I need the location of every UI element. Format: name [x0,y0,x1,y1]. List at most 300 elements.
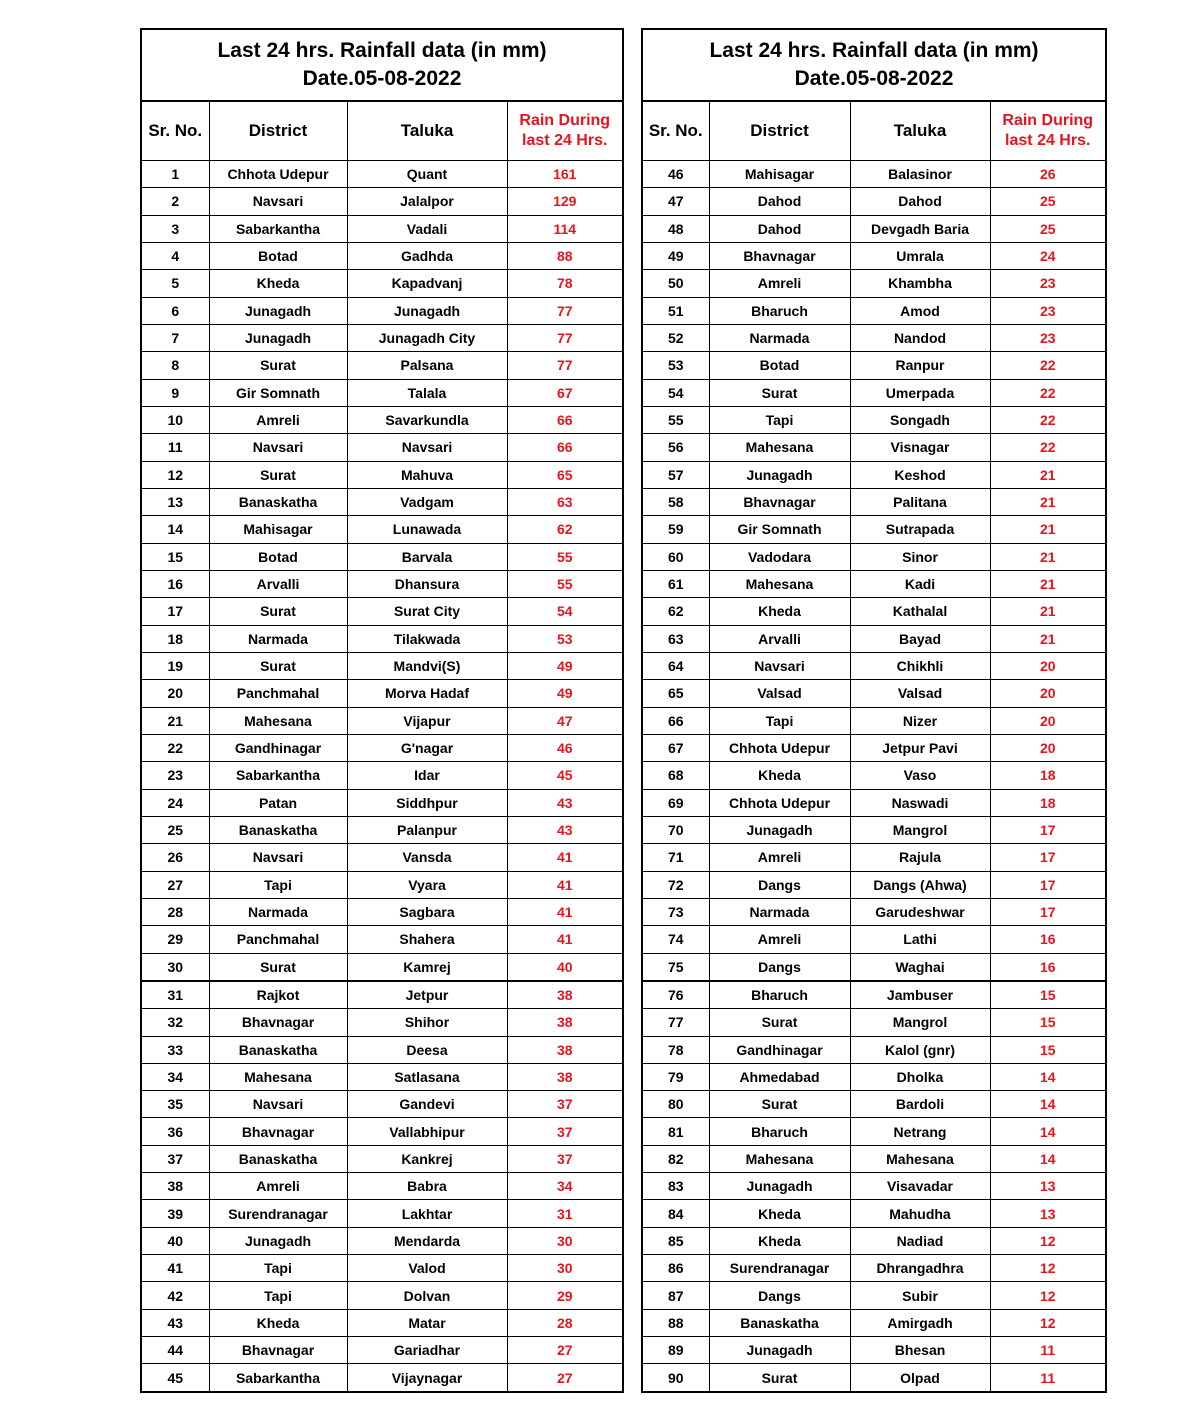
table-row [142,1309,622,1336]
cell-district: Tapi [209,871,347,898]
cell-taluka: Mahesana [850,1145,990,1172]
cell-rain: 21 [990,488,1105,515]
cell-district: Sabarkantha [209,762,347,789]
table-row [643,926,1105,953]
cell-sr-no: 74 [643,926,709,953]
cell-sr-no: 21 [142,707,209,734]
cell-rain: 29 [507,1282,622,1309]
table-row [643,1227,1105,1254]
cell-rain: 55 [507,570,622,597]
cell-taluka: Shihor [347,1009,507,1036]
cell-taluka: Rajula [850,844,990,871]
cell-rain: 66 [507,434,622,461]
cell-rain: 63 [507,488,622,515]
cell-taluka: Balasinor [850,161,990,188]
cell-sr-no: 46 [643,161,709,188]
cell-sr-no: 88 [643,1309,709,1336]
cell-sr-no: 23 [142,762,209,789]
title-line-2: Date.05-08-2022 [302,67,462,90]
table-row [643,543,1105,570]
cell-rain: 54 [507,598,622,625]
table-row [142,871,622,898]
cell-sr-no: 61 [643,570,709,597]
cell-taluka: Valsad [850,680,990,707]
header-taluka: Taluka [347,102,507,161]
cell-district: Mahesana [209,707,347,734]
rainfall-table [643,102,1105,1391]
cell-taluka: Mahudha [850,1200,990,1227]
cell-district: Dangs [709,953,850,981]
cell-sr-no: 50 [643,270,709,297]
cell-district: Bharuch [709,297,850,324]
cell-district: Narmada [709,324,850,351]
cell-district: Bharuch [709,1118,850,1145]
table-row [643,871,1105,898]
cell-sr-no: 32 [142,1009,209,1036]
cell-taluka: Dhrangadhra [850,1255,990,1282]
cell-rain: 129 [507,188,622,215]
header-district: District [209,102,347,161]
cell-rain: 13 [990,1173,1105,1200]
table-row [142,1063,622,1090]
cell-district: Junagadh [209,1227,347,1254]
table-row [643,981,1105,1009]
rainfall-table-left [140,28,624,1393]
table-row [643,161,1105,188]
cell-sr-no: 28 [142,898,209,925]
cell-rain: 41 [507,926,622,953]
cell-rain: 23 [990,270,1105,297]
cell-sr-no: 76 [643,981,709,1009]
cell-district: Arvalli [209,570,347,597]
cell-taluka: Satlasana [347,1063,507,1090]
cell-sr-no: 51 [643,297,709,324]
cell-rain: 41 [507,844,622,871]
cell-sr-no: 58 [643,488,709,515]
table-row [142,816,622,843]
cell-taluka: Shahera [347,926,507,953]
cell-sr-no: 9 [142,379,209,406]
cell-taluka: Visavadar [850,1173,990,1200]
cell-rain: 65 [507,461,622,488]
cell-taluka: Junagadh [347,297,507,324]
table-row [142,188,622,215]
cell-rain: 20 [990,652,1105,679]
cell-taluka: Kadi [850,570,990,597]
cell-district: Kheda [209,270,347,297]
cell-rain: 47 [507,707,622,734]
table-row [142,461,622,488]
cell-taluka: Naswadi [850,789,990,816]
table-row [643,762,1105,789]
cell-sr-no: 33 [142,1036,209,1063]
table-row [142,734,622,761]
cell-rain: 12 [990,1255,1105,1282]
header-rain: Rain During last 24 Hrs. [507,102,622,161]
table-row [643,1009,1105,1036]
cell-rain: 21 [990,543,1105,570]
table-row [643,1036,1105,1063]
cell-rain: 30 [507,1255,622,1282]
table-row [643,242,1105,269]
table-row [142,570,622,597]
cell-taluka: Vaso [850,762,990,789]
cell-sr-no: 16 [142,570,209,597]
cell-rain: 26 [990,161,1105,188]
cell-rain: 17 [990,871,1105,898]
cell-sr-no: 81 [643,1118,709,1145]
cell-district: Banaskatha [209,488,347,515]
cell-taluka: Sagbara [347,898,507,925]
cell-rain: 62 [507,516,622,543]
cell-sr-no: 55 [643,406,709,433]
cell-district: Gandhinagar [709,1036,850,1063]
table-row [643,434,1105,461]
cell-sr-no: 77 [643,1009,709,1036]
cell-taluka: Tilakwada [347,625,507,652]
cell-sr-no: 36 [142,1118,209,1145]
cell-district: Gir Somnath [209,379,347,406]
cell-taluka: Lakhtar [347,1200,507,1227]
cell-district: Bhavnagar [209,1118,347,1145]
table-row [643,1091,1105,1118]
cell-rain: 18 [990,789,1105,816]
table-row [142,1200,622,1227]
cell-sr-no: 4 [142,242,209,269]
cell-taluka: Valod [347,1255,507,1282]
table-row [142,844,622,871]
cell-sr-no: 19 [142,652,209,679]
cell-rain: 22 [990,434,1105,461]
cell-district: Tapi [209,1282,347,1309]
cell-sr-no: 78 [643,1036,709,1063]
table-row [643,1118,1105,1145]
cell-district: Bhavnagar [209,1009,347,1036]
cell-sr-no: 8 [142,352,209,379]
cell-taluka: Kankrej [347,1145,507,1172]
cell-district: Mahesana [709,570,850,597]
table-row [142,598,622,625]
cell-rain: 20 [990,734,1105,761]
cell-taluka: Lunawada [347,516,507,543]
table-row [643,1145,1105,1172]
cell-taluka: Lathi [850,926,990,953]
table-title [142,30,622,102]
table-row [643,1063,1105,1090]
cell-district: Kheda [209,1309,347,1336]
cell-rain: 77 [507,324,622,351]
header-district: District [709,102,850,161]
cell-rain: 21 [990,598,1105,625]
cell-taluka: Bardoli [850,1091,990,1118]
table-row [142,242,622,269]
cell-rain: 22 [990,379,1105,406]
cell-sr-no: 44 [142,1337,209,1364]
cell-rain: 20 [990,707,1105,734]
cell-rain: 17 [990,898,1105,925]
cell-rain: 77 [507,297,622,324]
cell-district: Surat [709,1009,850,1036]
cell-rain: 41 [507,898,622,925]
cell-sr-no: 45 [142,1364,209,1391]
cell-district: Surat [209,652,347,679]
table-row [142,1227,622,1254]
cell-rain: 21 [990,625,1105,652]
cell-district: Valsad [709,680,850,707]
cell-rain: 43 [507,789,622,816]
table-row [142,434,622,461]
cell-district: Bhavnagar [709,242,850,269]
cell-sr-no: 15 [142,543,209,570]
cell-district: Chhota Udepur [209,161,347,188]
table-row [142,652,622,679]
cell-rain: 21 [990,570,1105,597]
cell-taluka: Vansda [347,844,507,871]
cell-taluka: Chikhli [850,652,990,679]
cell-taluka: Garudeshwar [850,898,990,925]
table-row [142,1364,622,1391]
table-row [643,461,1105,488]
cell-taluka: Junagadh City [347,324,507,351]
cell-sr-no: 38 [142,1173,209,1200]
cell-district: Bhavnagar [709,488,850,515]
cell-district: Dahod [709,215,850,242]
cell-sr-no: 62 [643,598,709,625]
table-row [142,898,622,925]
cell-taluka: Dangs (Ahwa) [850,871,990,898]
table-row [643,680,1105,707]
cell-district: Surat [209,953,347,981]
cell-sr-no: 18 [142,625,209,652]
cell-taluka: Sinor [850,543,990,570]
cell-district: Mahesana [709,434,850,461]
cell-taluka: Mendarda [347,1227,507,1254]
cell-rain: 12 [990,1309,1105,1336]
cell-taluka: Dolvan [347,1282,507,1309]
cell-taluka: Palanpur [347,816,507,843]
cell-rain: 12 [990,1227,1105,1254]
header-sr-no: Sr. No. [142,102,209,161]
cell-rain: 77 [507,352,622,379]
cell-sr-no: 59 [643,516,709,543]
table-row [643,516,1105,543]
cell-taluka: Nizer [850,707,990,734]
cell-taluka: Subir [850,1282,990,1309]
cell-sr-no: 67 [643,734,709,761]
cell-taluka: Ranpur [850,352,990,379]
cell-district: Surat [709,379,850,406]
header-taluka: Taluka [850,102,990,161]
cell-sr-no: 30 [142,953,209,981]
cell-taluka: Mangrol [850,816,990,843]
table-row [142,926,622,953]
cell-taluka: Savarkundla [347,406,507,433]
table-row [142,680,622,707]
header-row [643,102,1105,161]
cell-taluka: G'nagar [347,734,507,761]
cell-district: Banaskatha [209,1036,347,1063]
cell-taluka: Songadh [850,406,990,433]
cell-taluka: Babra [347,1173,507,1200]
table-title [643,30,1105,102]
cell-sr-no: 69 [643,789,709,816]
table-row [643,1337,1105,1364]
title-line-1: Last 24 hrs. Rainfall data (in mm) [709,39,1039,62]
cell-rain: 25 [990,188,1105,215]
cell-district: Surendranagar [709,1255,850,1282]
cell-taluka: Kathalal [850,598,990,625]
cell-taluka: Talala [347,379,507,406]
cell-rain: 23 [990,297,1105,324]
header-sr-no: Sr. No. [643,102,709,161]
cell-district: Kheda [709,598,850,625]
cell-sr-no: 37 [142,1145,209,1172]
cell-sr-no: 12 [142,461,209,488]
table-row [142,1091,622,1118]
cell-district: Panchmahal [209,680,347,707]
table-row [142,1255,622,1282]
cell-rain: 114 [507,215,622,242]
table-row [643,324,1105,351]
cell-taluka: Idar [347,762,507,789]
table-row [643,297,1105,324]
cell-taluka: Khambha [850,270,990,297]
cell-taluka: Siddhpur [347,789,507,816]
table-row [142,707,622,734]
cell-rain: 53 [507,625,622,652]
cell-district: Narmada [209,898,347,925]
table-row [643,488,1105,515]
cell-rain: 14 [990,1063,1105,1090]
rainfall-table-right [641,28,1107,1393]
cell-district: Vadodara [709,543,850,570]
cell-district: Bharuch [709,981,850,1009]
cell-sr-no: 73 [643,898,709,925]
cell-district: Mahisagar [709,161,850,188]
cell-sr-no: 35 [142,1091,209,1118]
table-row [142,789,622,816]
table-row [142,488,622,515]
table-row [142,1145,622,1172]
table-row [643,570,1105,597]
cell-rain: 18 [990,762,1105,789]
table-body-left [142,161,622,1391]
cell-district: Amreli [709,844,850,871]
cell-district: Mahesana [709,1145,850,1172]
cell-district: Banaskatha [709,1309,850,1336]
table-row [643,1255,1105,1282]
cell-rain: 14 [990,1118,1105,1145]
cell-taluka: Nandod [850,324,990,351]
cell-rain: 27 [507,1337,622,1364]
cell-sr-no: 42 [142,1282,209,1309]
cell-taluka: Keshod [850,461,990,488]
cell-district: Junagadh [709,1337,850,1364]
cell-rain: 37 [507,1145,622,1172]
cell-rain: 34 [507,1173,622,1200]
cell-rain: 22 [990,406,1105,433]
cell-taluka: Surat City [347,598,507,625]
cell-taluka: Devgadh Baria [850,215,990,242]
cell-taluka: Vadali [347,215,507,242]
cell-rain: 14 [990,1091,1105,1118]
cell-sr-no: 43 [142,1309,209,1336]
table-row [142,352,622,379]
cell-rain: 15 [990,1009,1105,1036]
cell-taluka: Palsana [347,352,507,379]
cell-sr-no: 70 [643,816,709,843]
cell-district: Kheda [709,1200,850,1227]
cell-taluka: Kamrej [347,953,507,981]
cell-taluka: Vallabhipur [347,1118,507,1145]
cell-rain: 78 [507,270,622,297]
cell-taluka: Vijaynagar [347,1364,507,1391]
cell-sr-no: 7 [142,324,209,351]
table-row [643,598,1105,625]
cell-sr-no: 10 [142,406,209,433]
cell-sr-no: 22 [142,734,209,761]
cell-sr-no: 24 [142,789,209,816]
cell-district: Botad [209,543,347,570]
cell-rain: 40 [507,953,622,981]
cell-rain: 28 [507,1309,622,1336]
cell-sr-no: 56 [643,434,709,461]
cell-district: Botad [209,242,347,269]
cell-rain: 30 [507,1227,622,1254]
title-line-1: Last 24 hrs. Rainfall data (in mm) [217,39,547,62]
table-row [142,1173,622,1200]
table-row [643,1173,1105,1200]
cell-district: Botad [709,352,850,379]
cell-taluka: Morva Hadaf [347,680,507,707]
cell-sr-no: 90 [643,1364,709,1391]
cell-sr-no: 80 [643,1091,709,1118]
cell-taluka: Quant [347,161,507,188]
cell-sr-no: 2 [142,188,209,215]
cell-rain: 49 [507,680,622,707]
cell-taluka: Umrala [850,242,990,269]
cell-sr-no: 85 [643,1227,709,1254]
table-row [142,1009,622,1036]
cell-rain: 23 [990,324,1105,351]
cell-taluka: Mangrol [850,1009,990,1036]
table-row [142,981,622,1009]
cell-sr-no: 31 [142,981,209,1009]
cell-district: Rajkot [209,981,347,1009]
cell-sr-no: 1 [142,161,209,188]
table-row [142,297,622,324]
cell-sr-no: 75 [643,953,709,981]
cell-taluka: Bayad [850,625,990,652]
cell-rain: 17 [990,844,1105,871]
cell-taluka: Amirgadh [850,1309,990,1336]
cell-district: Navsari [209,434,347,461]
cell-rain: 38 [507,1009,622,1036]
table-row [142,1282,622,1309]
cell-rain: 14 [990,1145,1105,1172]
cell-district: Bhavnagar [209,1337,347,1364]
table-row [643,270,1105,297]
cell-district: Tapi [709,406,850,433]
cell-district: Panchmahal [209,926,347,953]
cell-sr-no: 84 [643,1200,709,1227]
cell-district: Navsari [209,844,347,871]
cell-district: Mahisagar [209,516,347,543]
cell-rain: 49 [507,652,622,679]
table-row [142,1337,622,1364]
cell-district: Surat [209,461,347,488]
cell-taluka: Nadiad [850,1227,990,1254]
